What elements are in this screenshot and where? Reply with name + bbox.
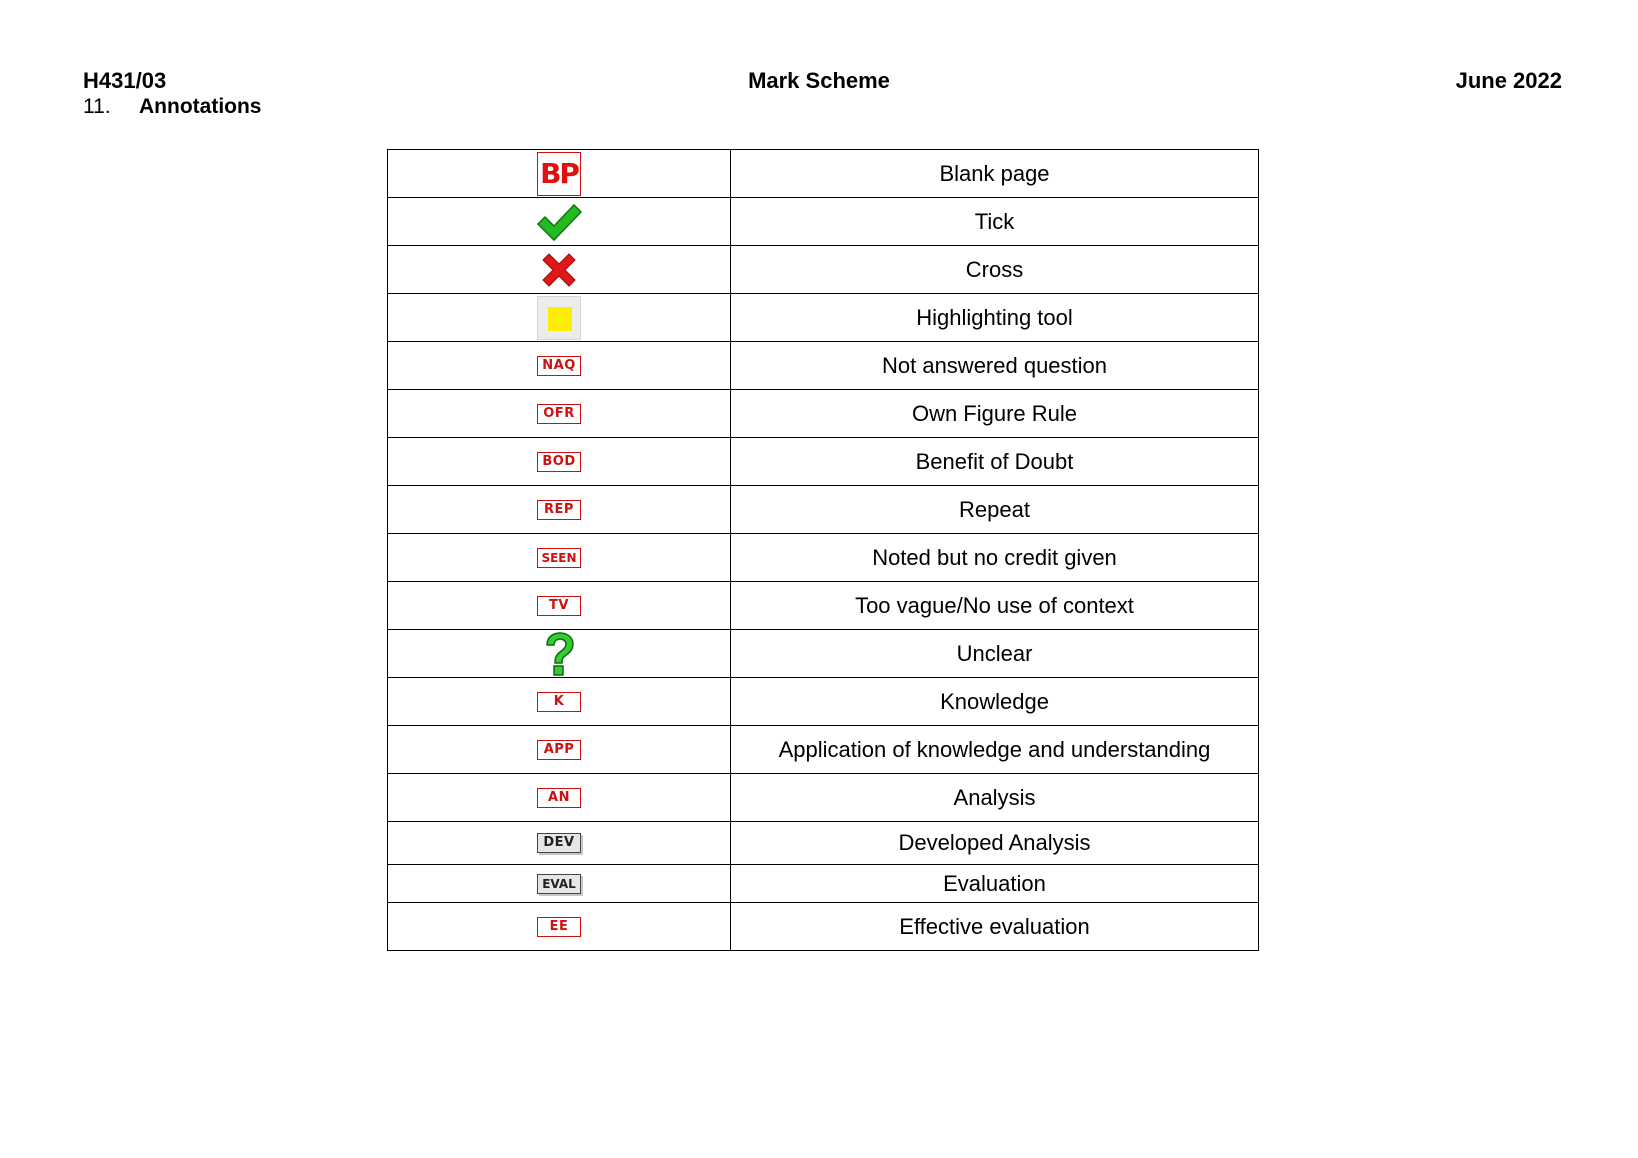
icon-cell — [388, 486, 731, 534]
bod-stamp-icon: BOD — [537, 452, 581, 472]
icon-cell — [388, 150, 731, 198]
annotation-description: Cross — [731, 246, 1259, 294]
annotation-description: Not answered question — [731, 342, 1259, 390]
header-title-wrap — [0, 68, 1638, 94]
rep-stamp-icon: REP — [537, 500, 581, 520]
annotation-description: Evaluation — [731, 865, 1259, 903]
icon-cell — [388, 342, 731, 390]
eval-stamp-icon: EVAL — [537, 874, 581, 894]
annotation-description: Knowledge — [731, 678, 1259, 726]
highlighter-icon — [537, 296, 581, 340]
icon-cell — [388, 630, 731, 678]
blank-page-icon: BP — [537, 152, 581, 196]
table-row — [388, 390, 1259, 438]
table-row — [388, 865, 1259, 903]
icon-cell — [388, 438, 731, 486]
table-row — [388, 582, 1259, 630]
annotation-description: Application of knowledge and understanding — [731, 726, 1259, 774]
table-row — [388, 774, 1259, 822]
exam-date: June 2022 — [1455, 68, 1562, 93]
icon-cell — [388, 246, 731, 294]
table-row — [388, 342, 1259, 390]
table-row — [388, 903, 1259, 951]
annotations-table — [387, 149, 1259, 951]
table-row — [388, 294, 1259, 342]
table-row — [388, 726, 1259, 774]
annotation-description: Developed Analysis — [731, 822, 1259, 865]
table-row — [388, 534, 1259, 582]
annotation-description: Highlighting tool — [731, 294, 1259, 342]
cross-icon — [539, 250, 579, 290]
annotation-description: Repeat — [731, 486, 1259, 534]
ofr-stamp-icon: OFR — [537, 404, 581, 424]
annotation-description: Own Figure Rule — [731, 390, 1259, 438]
naq-stamp-icon: NAQ — [537, 356, 581, 376]
paper-code: H431/03 — [83, 68, 167, 93]
an-stamp-icon: AN — [537, 788, 581, 808]
icon-cell — [388, 822, 731, 865]
icon-cell — [388, 198, 731, 246]
icon-cell — [388, 582, 731, 630]
seen-stamp-icon: SEEN — [537, 548, 581, 568]
icon-cell — [388, 726, 731, 774]
annotation-description: Blank page — [731, 150, 1259, 198]
annotation-description: Noted but no credit given — [731, 534, 1259, 582]
annotation-description: Tick — [731, 198, 1259, 246]
section-number: 11. — [83, 95, 111, 118]
icon-cell — [388, 774, 731, 822]
table-row — [388, 198, 1259, 246]
tick-icon — [535, 202, 583, 242]
icon-cell — [388, 294, 731, 342]
table-row — [388, 822, 1259, 865]
icon-cell — [388, 865, 731, 903]
annotation-description: Too vague/No use of context — [731, 582, 1259, 630]
table-row — [388, 486, 1259, 534]
annotation-description: Unclear — [731, 630, 1259, 678]
section-heading — [83, 95, 261, 119]
table-row — [388, 438, 1259, 486]
tv-stamp-icon: TV — [537, 596, 581, 616]
icon-cell — [388, 678, 731, 726]
icon-cell — [388, 534, 731, 582]
section-title: Annotations — [139, 95, 262, 118]
table-row — [388, 678, 1259, 726]
icon-cell — [388, 903, 731, 951]
ee-stamp-icon: EE — [537, 917, 581, 937]
annotation-description: Analysis — [731, 774, 1259, 822]
dev-stamp-icon: DEV — [537, 833, 581, 853]
table-row — [388, 630, 1259, 678]
annotation-description: Effective evaluation — [731, 903, 1259, 951]
app-stamp-icon: APP — [537, 740, 581, 760]
question-mark-icon — [541, 631, 577, 677]
k-stamp-icon: K — [537, 692, 581, 712]
table-row — [388, 246, 1259, 294]
icon-cell — [388, 390, 731, 438]
annotation-description: Benefit of Doubt — [731, 438, 1259, 486]
table-row — [388, 150, 1259, 198]
document-title: Mark Scheme — [748, 68, 890, 93]
